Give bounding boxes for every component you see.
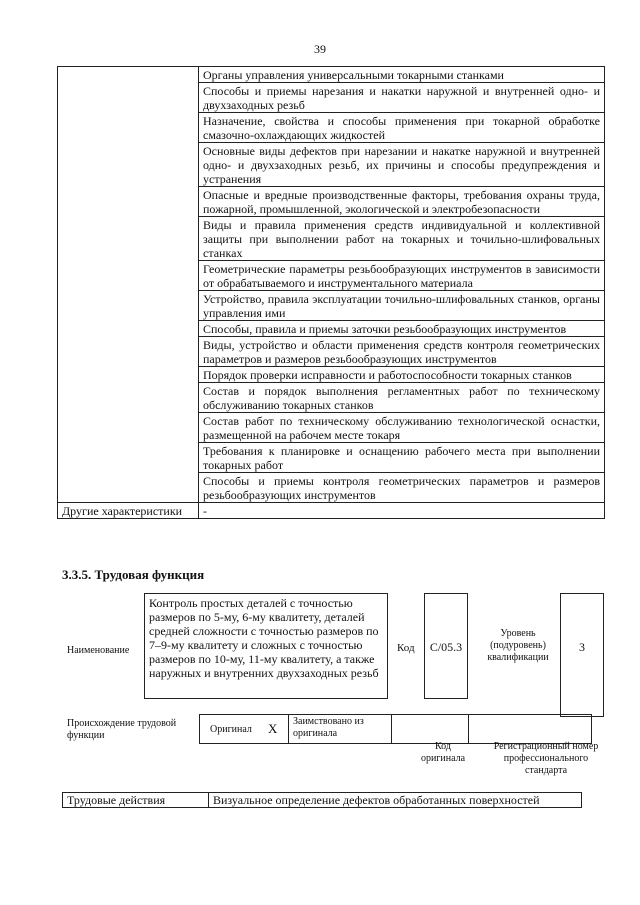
table-row [58,503,605,519]
knowledge-item: Опасные и вредные производственные факторы, требования охраны труда, пожарной, промышленной, экологической и электробезопасности [199,187,605,217]
code-value-box: C/05.3 [424,593,468,699]
origin-code-cell [391,714,469,744]
borrowed-cell [288,714,392,744]
section-title: 3.3.5. Трудовая функция [62,567,205,582]
level-label: Уровень (подуровень) квалификации [487,628,549,663]
actions-value: Визуальное определение дефектов обработанных поверхностей [209,793,582,808]
level-value-box: 3 [560,593,604,717]
other-characteristics-value: - [199,503,605,519]
knowledge-item: Состав работ по техническому обслуживанию технологической оснастки, размещенной на рабочем месте токаря [199,413,605,443]
knowledge-item: Виды и правила применения средств индивидуальной и коллективной защиты при выполнении работ на токарных и точильно-шлифовальных станках [199,217,605,261]
borrowed-label: Заимствовано из оригинала [293,716,364,739]
origin-label: Происхождение трудовой функции [67,718,177,741]
table-row [63,793,582,808]
knowledge-item: Основные виды дефектов при нарезании и накатке наружной и внутренней одно- и двухзаходных резьб, их причины и способы предупреждения и устранения [199,143,605,187]
naming-label: Наименование [67,645,130,656]
actions-table [62,792,582,808]
knowledge-item: Способы и приемы нарезания и накатки наружной и внутренней одно- и двухзаходных резьб [199,83,605,113]
knowledge-item: Устройство, правила эксплуатации точильно-шлифовальных станков, органы управления ими [199,291,605,321]
reg-number-label: Регистрационный номер профессионального стандарта [493,741,599,776]
function-name-box: Контроль простых деталей с точностью размеров по 5-му, 6-му квалитету, деталей средней сложности с точностью размеров по 7–9-му квалитету и сложных с точностью размеров по 10-му, 11-му квалитету, а также наружных и внутренних двухзаходных резьб [144,593,388,699]
knowledge-item: Способы и приемы контроля геометрических параметров и размеров резьбообразующих инструментов [199,473,605,503]
knowledge-item: Назначение, свойства и способы применения при токарной обработке смазочно-охлаждающих жидкостей [199,113,605,143]
page-number: 39 [314,42,326,56]
knowledge-item: Требования к планировке и оснащению рабочего места при выполнении токарных работ [199,443,605,473]
original-mark: X [268,721,278,736]
knowledge-item: Геометрические параметры резьбообразующих инструментов в зависимости от обрабатываемого и инструментального материала [199,261,605,291]
origin-code-label: Код оригинала [420,741,466,764]
knowledge-label-cell [58,67,199,503]
knowledge-table [57,66,605,519]
knowledge-item: Состав и порядок выполнения регламентных работ по техническому обслуживанию токарных станков [199,383,605,413]
reg-number-cell [468,714,592,744]
origin-row [200,714,592,744]
knowledge-item: Способы, правила и приемы заточки резьбообразующих инструментов [199,321,605,337]
knowledge-item: Порядок проверки исправности и работоспособности токарных станков [199,367,605,383]
table-row [58,67,605,83]
actions-label: Трудовые действия [63,793,209,808]
original-cell [199,714,289,744]
original-label: Оригинал [210,724,252,735]
code-label: Код [397,642,415,654]
knowledge-item: Органы управления универсальными токарными станками [199,67,605,83]
knowledge-item: Виды, устройство и области применения средств контроля геометрических параметров и размеров резьбообразующих инструментов [199,337,605,367]
other-characteristics-label: Другие характеристики [58,503,199,519]
